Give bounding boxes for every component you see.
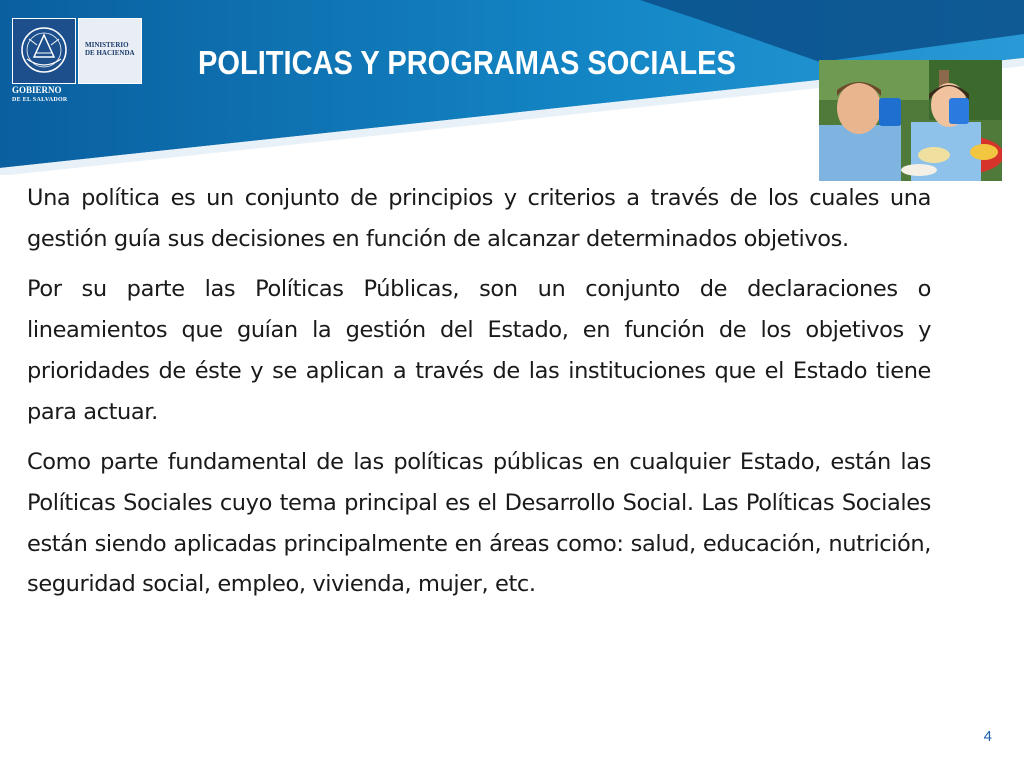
paragraph-social-policies: Como parte fundamental de las políticas públicas en cualquier Estado, están las Políticas Sociales cuyo tema principal es el Desarrollo Social. Las Políticas Sociales están siendo aplicadas principalmente en áreas como: salud, educación, nutrición, seguridad social, empleo, vivienda, mujer, etc. <box>27 449 931 598</box>
ministry-badge <box>78 18 142 84</box>
slide-title: POLITICAS Y PROGRAMAS SOCIALES <box>198 44 736 81</box>
page-number: 4 <box>983 728 992 745</box>
government-name <box>12 85 102 105</box>
paragraph-public-policies: Por su parte las Políticas Públicas, son un conjunto de declaraciones o lineamientos que guían la gestión del Estado, en función de los objetivos y prioridades de éste y se aplican a través de las instituciones que el Estado tiene para actuar. <box>27 276 931 425</box>
paragraph-definition: Una política es un conjunto de principios y criterios a través de los cuales una gestión guía sus decisiones en función de alcanzar determinados objetivos. <box>27 185 931 252</box>
ministry-name: MINISTERIO DE HACIENDA <box>85 41 135 57</box>
coat-of-arms-icon <box>12 18 76 84</box>
slide-body <box>27 178 931 615</box>
government-name-line1: GOBIERNO <box>12 85 62 95</box>
government-logo <box>12 18 142 113</box>
children-drinking-photo <box>819 60 1002 181</box>
government-name-line2: DE EL SALVADOR <box>12 97 68 103</box>
